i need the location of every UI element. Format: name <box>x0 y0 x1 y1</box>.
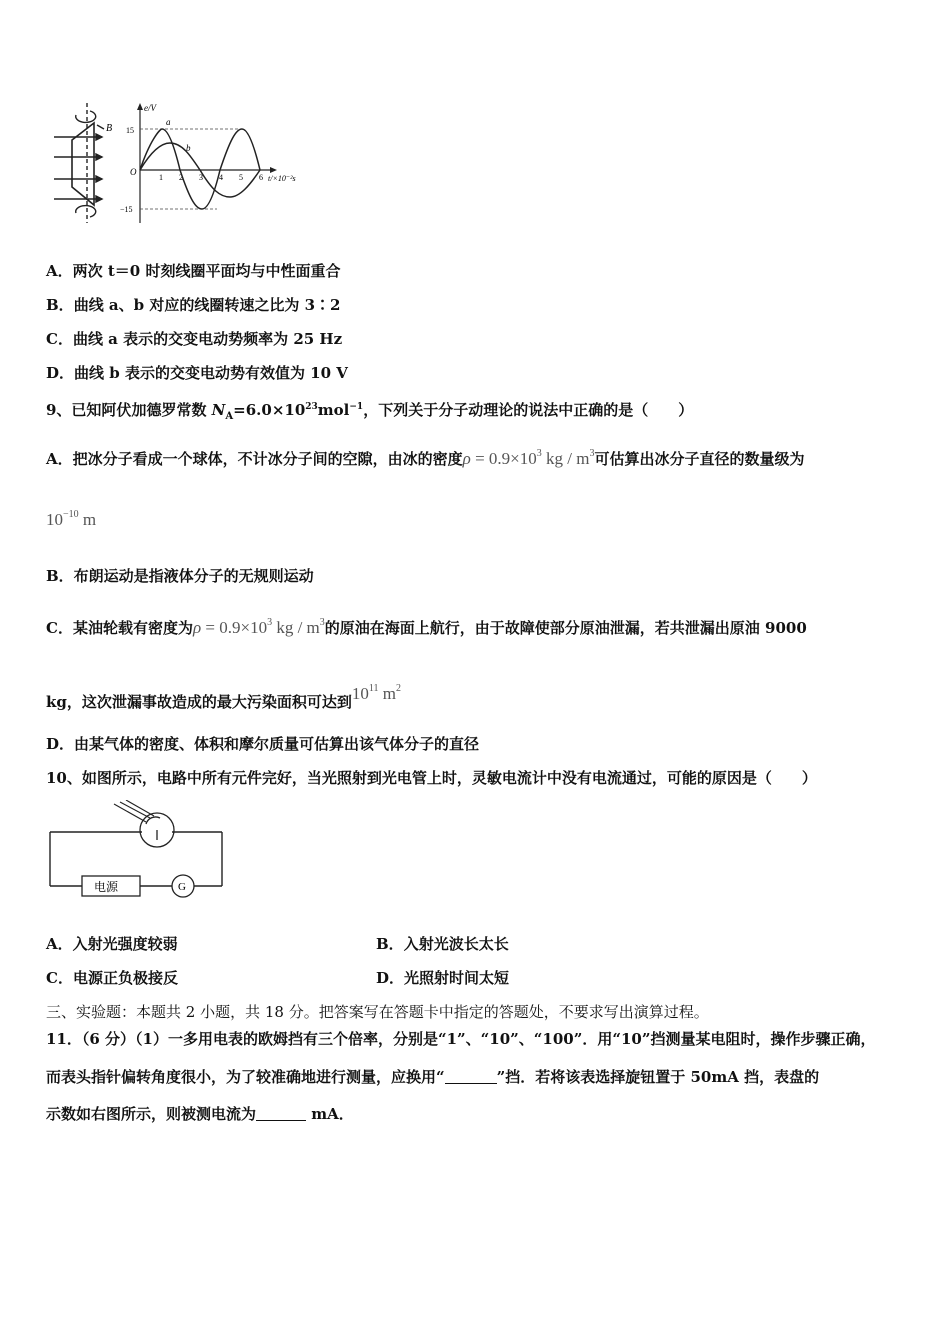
q9-option-c-line2-text: kg，这次泄漏事故造成的最大污染面积可达到 <box>46 693 352 711</box>
q9-option-c-pre: 某油轮载有密度为 <box>72 619 193 637</box>
q8-option-a <box>46 261 340 281</box>
q11-line2-pre: 而表头指针偏转角度很小，为了较准确地进行测量，应换用“ <box>46 1068 445 1086</box>
q9-option-d: D．由某气体的密度、体积和摩尔质量可估算出该气体分子的直径 <box>46 735 480 753</box>
x-tick-1: 1 <box>159 173 163 182</box>
section-3-heading: 三、实验题：本题共 2 小题，共 18 分。把答案写在答题卡中指定的答题处，不要求写出演算过程。 <box>46 1003 709 1021</box>
galvanometer-label: G <box>178 881 186 893</box>
density-unit-exp: 3 <box>589 448 595 459</box>
area-base: 10 <box>351 684 369 703</box>
diameter-base: 10 <box>46 510 63 529</box>
q9-option-a-letter: A． <box>46 450 73 468</box>
q10-option-c-letter: C． <box>46 969 73 987</box>
q10-option-c-text: 电源正负极接反 <box>72 969 178 987</box>
x-tick-labels <box>159 173 263 182</box>
avogadro-value: =6.0×10 <box>233 401 306 419</box>
curve-b-label: b <box>186 143 191 153</box>
range-answer-blank[interactable] <box>445 1069 497 1084</box>
y-tick-min: −15 <box>120 205 133 214</box>
q9-option-a-value <box>46 509 96 530</box>
area-exp: 11 <box>368 683 379 694</box>
density-base: = 0.9×10 <box>470 449 537 468</box>
y-axis-label: e/V <box>144 103 156 113</box>
q10-option-a-letter: A． <box>46 935 73 953</box>
density-unit: kg / m <box>546 449 590 468</box>
q11-line3-post: mA． <box>306 1105 354 1123</box>
q8-option-c-text: 曲线 a 表示的交变电动势频率为 25 Hz <box>72 330 343 348</box>
avogadro-subscript: A <box>225 411 234 422</box>
q9-stem-post: ，下列关于分子动理论的说法中正确的是（ ） <box>363 401 694 419</box>
x-tick-5: 5 <box>239 173 243 182</box>
q10-option-d-text: 光照射时间太短 <box>404 969 510 987</box>
rho-symbol-c: ρ <box>192 618 202 637</box>
avogadro-unit: mol <box>317 401 350 419</box>
incident-light-rays <box>114 800 154 822</box>
q11-line1: 11．（6 分）（1）一多用电表的欧姆挡有三个倍率，分别是“1”、“10”、“100”．用“10”挡测量某电阻时，操作步骤正确， <box>46 1030 876 1048</box>
pollution-area-formula <box>352 684 401 703</box>
q8-option-b <box>46 295 340 315</box>
ac-generator-graph-figure <box>42 95 312 230</box>
x-axis-arrow <box>270 167 277 173</box>
density-unit-c: kg / m <box>276 618 320 637</box>
ice-density-formula <box>463 449 595 468</box>
q8-option-b-letter: B． <box>46 296 74 314</box>
photocell-tube <box>140 813 174 847</box>
q10-option-c <box>46 968 178 988</box>
current-answer-blank[interactable] <box>256 1106 306 1121</box>
x-tick-2: 2 <box>179 173 183 182</box>
q10-option-a <box>46 934 178 954</box>
x-tick-4: 4 <box>219 173 223 182</box>
area-unit-exp: 2 <box>396 683 402 694</box>
q8-option-c-letter: C． <box>46 330 73 348</box>
q9-option-a <box>46 444 804 469</box>
q8-option-a-letter: A． <box>46 262 73 280</box>
curve-a-label: a <box>166 117 171 127</box>
power-source-label: 电源 <box>94 880 119 894</box>
q9-stem-pre: 9、已知阿伏加德罗常数 <box>46 401 212 419</box>
y-axis-arrow <box>137 103 143 110</box>
q8-option-a-text: 两次 t＝0 时刻线圈平面均与中性面重合 <box>72 262 341 280</box>
q10-option-b-text: 入射光波长太长 <box>403 935 509 953</box>
q10-option-d-letter: D． <box>376 969 405 987</box>
density-base-c: = 0.9×10 <box>201 618 268 637</box>
x-tick-6: 6 <box>259 173 263 182</box>
photocell-circuit-figure <box>42 800 232 900</box>
q11-line2 <box>46 1067 819 1087</box>
q11-line3 <box>46 1104 354 1124</box>
q9-option-a-post: 可估算出冰分子直径的数量级为 <box>594 450 805 468</box>
area-unit: m <box>382 684 397 703</box>
q8-option-c <box>46 329 342 349</box>
avogadro-exponent: 23 <box>305 402 318 412</box>
coil-diagram <box>54 103 104 223</box>
x-tick-3: 3 <box>199 173 203 182</box>
rho-symbol: ρ <box>462 449 471 468</box>
avogadro-unit-exponent: −1 <box>349 402 364 412</box>
x-axis-label: t/×10⁻²s <box>268 174 296 183</box>
q10-option-b <box>376 934 509 954</box>
q9-option-c-letter: C． <box>46 619 73 637</box>
q11-line3-pre: 示数如右图所示，则被测电流为 <box>46 1105 257 1123</box>
q9-option-c <box>46 613 807 638</box>
density-unit-exp-c: 3 <box>319 617 325 628</box>
diameter-unit: m <box>82 510 97 529</box>
q9-option-b: B．布朗运动是指液体分子的无规则运动 <box>46 567 314 585</box>
field-label-b: B <box>106 123 113 134</box>
q9-stem <box>46 397 693 427</box>
q10-stem: 10、如图所示，电路中所有元件完好，当光照射到光电管上时，灵敏电流计中没有电流通过，可能的原因是（ ） <box>46 769 817 787</box>
y-tick-max: 15 <box>126 126 134 135</box>
avogadro-symbol: N <box>211 401 226 419</box>
q9-option-a-pre: 把冰分子看成一个球体，不计冰分子间的空隙，由冰的密度 <box>72 450 463 468</box>
q8-option-d-text: 曲线 b 表示的交变电动势有效值为 10 V <box>74 364 348 382</box>
q10-option-d <box>376 968 509 988</box>
diameter-exp: −10 <box>63 509 79 520</box>
q11-line2-post: ”挡．若将该表选择旋钮置于 50mA 挡，表盘的 <box>496 1068 820 1086</box>
q8-option-b-text: 曲线 a、b 对应的线圈转速之比为 3∶2 <box>73 296 341 314</box>
oil-density-formula <box>193 618 325 637</box>
q8-option-d <box>46 363 348 383</box>
q9-option-c-line2 <box>46 683 402 712</box>
q8-option-d-letter: D． <box>46 364 75 382</box>
q10-option-b-letter: B． <box>376 935 404 953</box>
density-exp-c: 3 <box>267 617 273 628</box>
origin-label: O <box>130 167 137 177</box>
density-exp: 3 <box>536 448 542 459</box>
q9-option-c-post: 的原油在海面上航行，由于故障使部分原油泄漏，若共泄漏出原油 9000 <box>324 619 807 637</box>
q10-option-a-text: 入射光强度较弱 <box>72 935 178 953</box>
